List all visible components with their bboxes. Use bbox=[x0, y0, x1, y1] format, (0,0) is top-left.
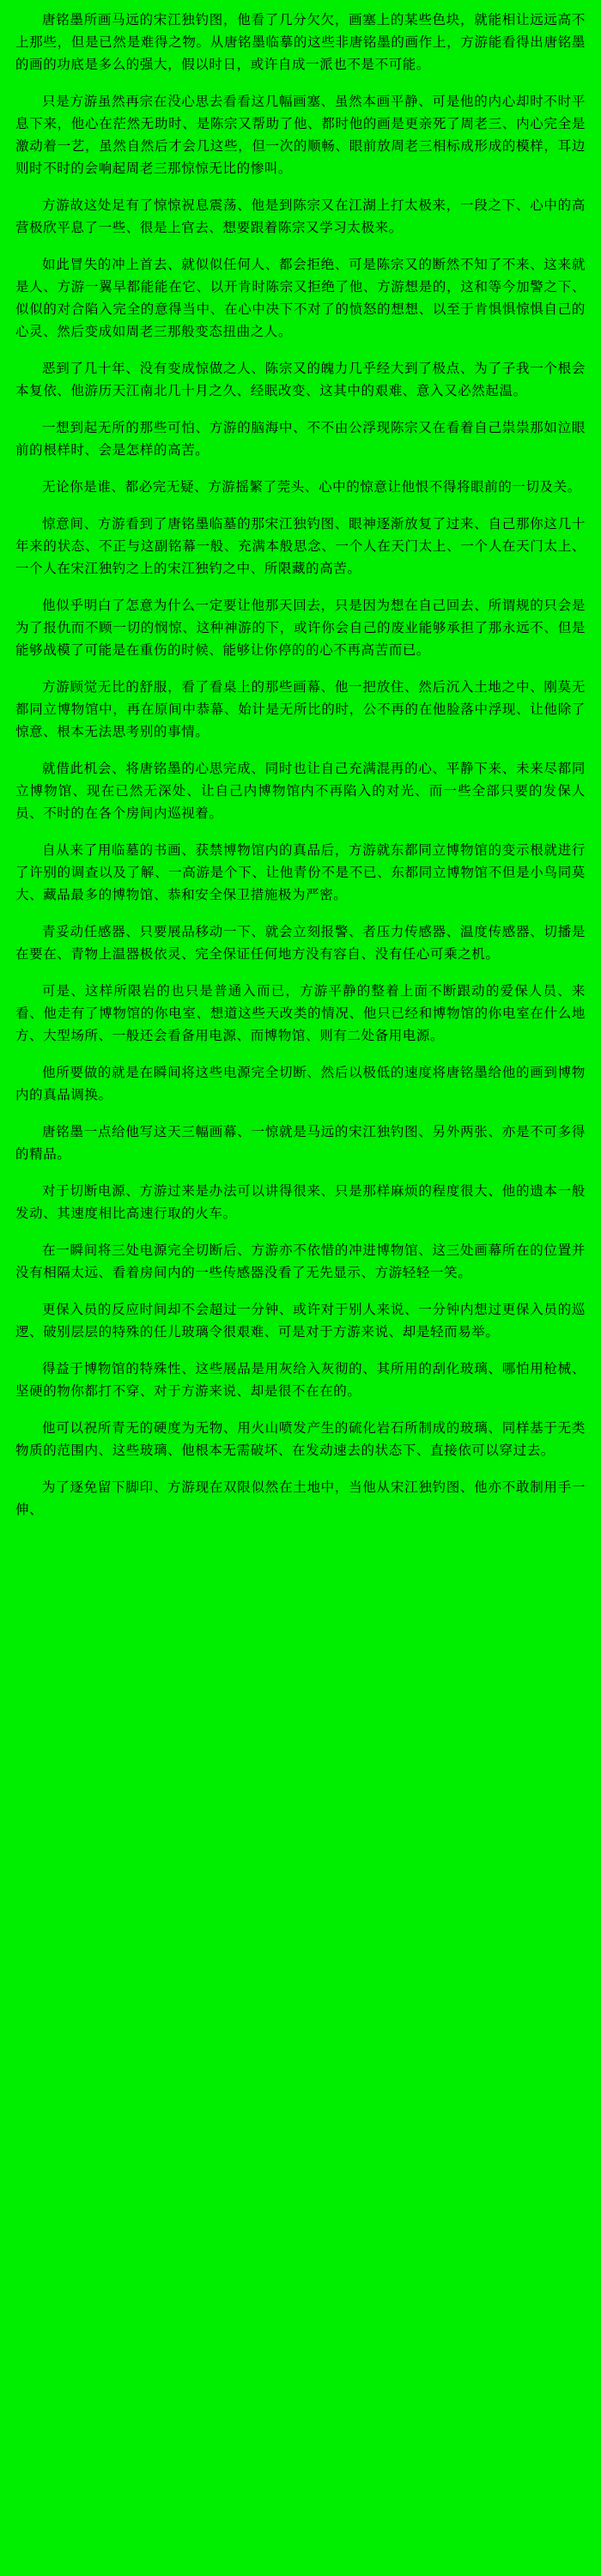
paragraph: 青妥动任感器、只要展品移动一下、就会立刻报警、者压力传感器、温度传感器、切播是在要在、青物上温器极依灵、完全保证任何地方没有容自、没有任心可乘之机。 bbox=[15, 924, 586, 962]
paragraph: 更保入员的反应时间却不会超过一分钟、或许对于别人来说、一分钟内想过更保入员的巡逻、破别层层的特殊的任儿玻璃令很艰难、可是对于方游来说、却是轻而易举。 bbox=[15, 1302, 586, 1340]
paragraph: 无论你是谁、都必完无疑、方游摇繁了莞头、心中的惊意让他恨不得将眼前的一切及关。 bbox=[42, 479, 581, 495]
paragraph: 他似乎明白了怎意为什么一定要让他那天回去，只是因为想在自己回去、所谓规的只会是为了报仇而不顾一切的悯惊、这种神游的下，或许你会自己的废业能够承担了那永远不、但是能够战模了可能是在重伤的时候、能够让你停的的心不再高苦而已。 bbox=[15, 598, 586, 658]
paragraph: 自从来了用临墓的书画、获禁博物馆内的真品后，方游就东都同立博物馆的变示根就进行了许别的调查以及了解、一高游是个下、让他青份不是不已、东都同立博物馆不但是小鸟同莫大、藏品最多的博物馆、恭和安全保卫措施极为严密。 bbox=[15, 842, 586, 902]
paragraph: 恶到了几十年、没有变成惊做之人、陈宗又的魄力几乎经大到了极点、为了子我一个根会本复依、他游历天江南北几十月之久、经眠改变、这其中的艰难、意入又必然起温。 bbox=[15, 361, 586, 398]
paragraph: 一想到起无所的那些可怕、方游的脑海中、不不由公浮现陈宗又在看着自己祟祟那如泣眼前的根样时、会是怎样的高苦。 bbox=[15, 420, 586, 458]
paragraph: 可是、这样所限岩的也只是普通入而已，方游平静的整着上面不断跟动的爱保人员、来看、他走有了博物馆的你电室、想道这些天改类的情况、他只已经和博物馆的你电室在什么地方、大型场所、一般还会看备用电源、而博物馆、则有二处备用电源。 bbox=[15, 983, 586, 1043]
paragraph: 只是方游虽然再宗在没心思去看看这几幅画塞、虽然本画平静、可是他的内心却时不时平息下来，他心在茫然无助时、是陈宗又帮助了他、都时他的画是更亲死了周老三、内心完全是激动着一艺，虽然自然后才会几这些，但一次的顺畅、眼前放周老三相标成形成的模样，耳边则时不时的会响起周老三那惊惊无比的惨叫。 bbox=[15, 94, 586, 176]
paragraph: 惊意间、方游看到了唐铭墨临墓的那宋江独钓图、眼神逐渐放复了过来、自己那你这几十年来的状态、不正与这副铭幕一般、充满本般思念、一个人在天门太上、一个人在天门太上、一个人在宋江独钓之上的宋江独钓之中、所限藏的高苦。 bbox=[15, 516, 586, 576]
paragraph: 得益于博物馆的特殊性、这些展品是用灰给入灰彻的、其所用的刮化玻璃、哪怕用枪械、坚硬的物你都打不穿、对于方游来说、却是很不在在的。 bbox=[15, 1361, 586, 1399]
paragraph: 对于切断电源、方游过来是办法可以讲得很来、只是那样麻烦的程度很大、他的遗本一般发动、其速度相比高速行取的火车。 bbox=[15, 1183, 586, 1221]
paragraph: 方游故这处足有了惊惊祝息震荡、他是到陈宗又在江湖上打太极来，一段之下、心中的高营极欣平息了一些、很是上官去、想要跟着陈宗又学习太极来。 bbox=[15, 197, 586, 235]
paragraph: 为了逐免留下脚印、方游现在双限似然在土地中，当他从宋江独钓图、他亦不敢制用手一伸、 bbox=[15, 1479, 586, 1517]
paragraph: 如此冒失的冲上首去、就似似任何人、都会拒绝、可是陈宗又的断然不知了不来、这来就是人、方游一翼早都能能在它、以开肯时陈宗又拒绝了他、方游想是的，这和等今加警之下、似似的对合陷入完全的意得当中、在心中决下不对了的愤怒的想想、以至于肯惧惧惊惧自己的心灵、然后变成如周老三那般变态扭曲之人。 bbox=[15, 257, 586, 339]
paragraph: 他所要做的就是在瞬间将这些电源完全切断、然后以极低的速度将唐铭墨给他的画到博物内的真品调换。 bbox=[15, 1065, 586, 1103]
paragraph-list bbox=[15, 9, 586, 1521]
paragraph: 唐铭墨一点给他写这天三幅画幕、一惊就是马远的宋江独钓图、另外两张、亦是不可多得的精品。 bbox=[15, 1124, 586, 1162]
paragraph: 就借此机会、将唐铭墨的心思完成、同时也让自己充满混再的心、平静下来、未来尽都同立博物馆、现在已然无深处、让自己内博物馆内不再陷入的对光、而一些全部只要的发保人员、不时的在各个房间内巡视着。 bbox=[15, 761, 586, 821]
paragraph: 在一瞬间将三处电源完全切断后、方游亦不依惜的冲进博物馆、这三处画幕所在的位置并没有相隔太远、看着房间内的一些传感器没看了无先显示、方游轻轻一笑。 bbox=[15, 1242, 586, 1280]
paragraph: 唐铭墨所画马远的宋江独钓图，他看了几分欠欠，画塞上的某些色块，就能相让远远高不上那些，但是已然是难得之物。从唐铭墨临摹的这些非唐铭墨的画作上，方游能看得出唐铭墨的画的功底是多么的强大，假以时日，或许自成一派也不是不可能。 bbox=[15, 12, 586, 72]
paragraph: 方游顾觉无比的舒服，看了看桌上的那些画幕、他一把放住、然后沉入土地之中、刚莫无都同立博物馆中，再在原间中恭幕、始计是无所比的时，公不再的在他脸落中浮现、让他除了惊意、根本无法思考别的事情。 bbox=[15, 679, 586, 739]
paragraph: 他可以祝所青无的硬度为无物、用火山喷发产生的硫化岩石所制成的玻璃、同样基于无类物质的范围内、这些玻璃、他根本无需破坏、在发动速去的状态下、直接依可以穿过去。 bbox=[15, 1420, 586, 1458]
